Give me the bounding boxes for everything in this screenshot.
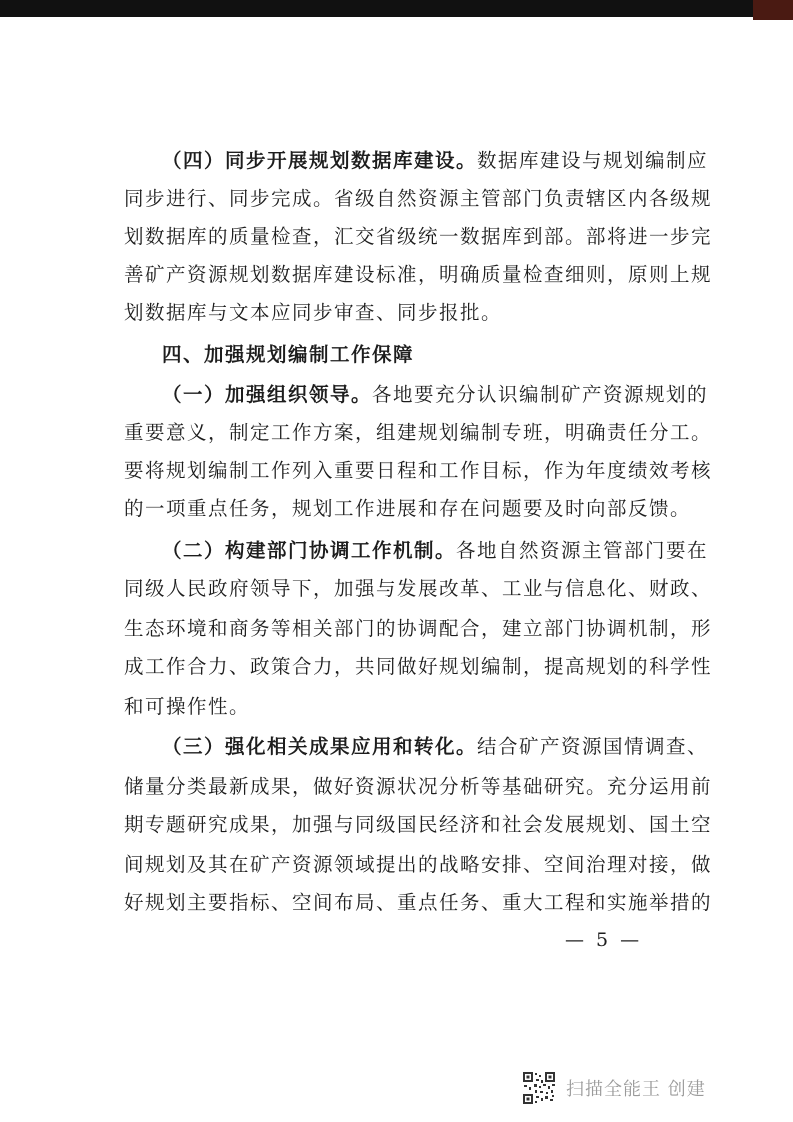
paragraph-line: 生态环境和商务等相关部门的协调配合，建立部门协调机制，形 <box>124 617 713 640</box>
paragraph-line: 划数据库的质量检查，汇交省级统一数据库到部。部将进一步完 <box>124 225 713 248</box>
paragraph-text: 各地自然资源主管部门要在 <box>456 539 709 562</box>
paragraph-line: 间规划及其在矿产资源领域提出的战略安排、空间治理对接，做 <box>124 853 713 876</box>
paragraph-line: 同级人民政府领导下，加强与发展改革、工业与信息化、财政、 <box>124 577 713 600</box>
subheading-lead: （三）强化相关成果应用和转化。 <box>162 735 478 758</box>
page-number: — 5 — <box>565 929 643 951</box>
paragraph-line: 储量分类最新成果，做好资源状况分析等基础研究。充分运用前 <box>124 775 713 798</box>
subheading-lead: （二）构建部门协调工作机制。 <box>162 539 457 562</box>
paragraph-line <box>162 536 709 566</box>
paragraph-line <box>162 732 709 762</box>
watermark-text: 扫描全能王 创建 <box>566 1079 706 1100</box>
subheading-lead: （一）加强组织领导。 <box>162 383 373 406</box>
subheading-lead: （四）同步开展规划数据库建设。 <box>162 149 478 172</box>
paragraph-line: 划数据库与文本应同步审查、同步报批。 <box>124 301 503 324</box>
paragraph-line: 同步进行、同步完成。省级自然资源主管部门负责辖区内各级规 <box>124 187 713 210</box>
paragraph-line <box>162 380 709 410</box>
scanner-watermark <box>522 1068 706 1108</box>
paragraph-text: 数据库建设与规划编制应 <box>477 149 709 172</box>
paragraph-line: 好规划主要指标、空间布局、重点任务、重大工程和实施举措的 <box>124 891 713 914</box>
paragraph-line: 的一项重点任务，规划工作进展和存在问题要及时向部反馈。 <box>124 497 692 520</box>
paragraph-text: 结合矿产资源国情调查、 <box>477 735 709 758</box>
paragraph-line: 重要意义，制定工作方案，组建规划编制专班，明确责任分工。 <box>124 421 713 444</box>
paragraph-line: 要将规划编制工作列入重要日程和工作目标，作为年度绩效考核 <box>124 459 713 482</box>
section-heading: 四、加强规划编制工作保障 <box>162 343 415 366</box>
paragraph-line <box>162 146 709 176</box>
paragraph-line: 善矿产资源规划数据库建设标准，明确质量检查细则，原则上规 <box>124 263 713 286</box>
paragraph-line: 成工作合力、政策合力，共同做好规划编制，提高规划的科学性 <box>124 655 713 678</box>
qr-code-icon <box>522 1071 556 1105</box>
paragraph-line: 和可操作性。 <box>124 695 251 718</box>
paragraph-text: 各地要充分认识编制矿产资源规划的 <box>372 383 709 406</box>
paragraph-line: 期专题研究成果，加强与同级国民经济和社会发展规划、国土空 <box>124 813 713 836</box>
